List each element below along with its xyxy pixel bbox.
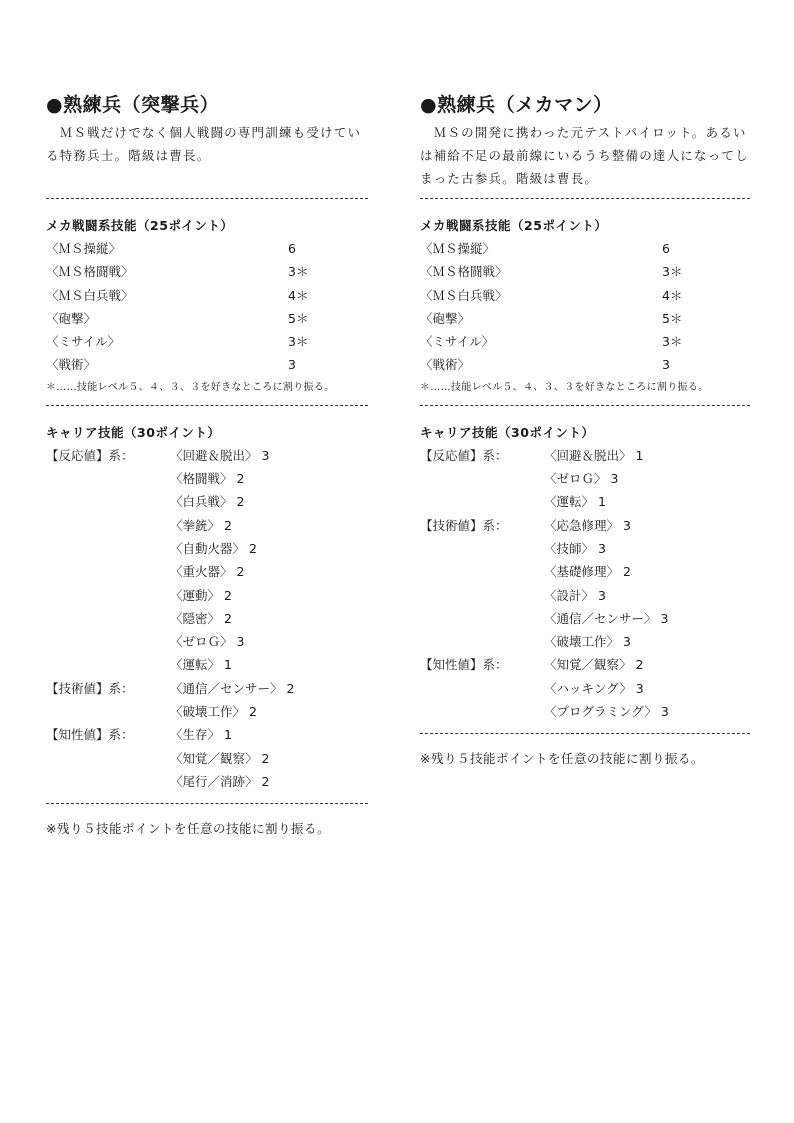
- career-skill-row: [420, 677, 750, 700]
- career-skill: 〈ゼロＧ〉 3: [544, 471, 619, 487]
- career-skill: 〈拳銃〉 2: [170, 517, 232, 533]
- skill-name: 〈砲撃〉: [46, 310, 97, 326]
- skill-name: 〈ミサイル〉: [46, 334, 121, 350]
- skill-level: 3: [662, 357, 670, 373]
- remaining-points-note: ※残り５技能ポイントを任意の技能に割り振る。: [46, 821, 330, 837]
- mecha-skills-list: [46, 237, 368, 377]
- mecha-skill-row: [420, 353, 750, 376]
- career-skill: 〈ゼロＧ〉 3: [170, 634, 245, 650]
- career-skill-row: [420, 560, 750, 583]
- skill-name: 〈砲撃〉: [420, 310, 471, 326]
- mecha-skill-row: [420, 260, 750, 283]
- skill-name: 〈戦術〉: [46, 357, 97, 373]
- career-skill: 〈運動〉 2: [170, 587, 232, 603]
- mecha-skill-row: [46, 307, 368, 330]
- skill-level: 3＊: [288, 334, 309, 350]
- mecha-skill-row: [46, 353, 368, 376]
- career-skill: 〈隠密〉 2: [170, 610, 232, 626]
- column-mechanic-veteran: [420, 91, 750, 770]
- section-title: ●熟練兵（突撃兵）: [46, 94, 220, 116]
- career-skills-list: [420, 444, 750, 724]
- attribute-group-label: 【知性値】系：: [420, 657, 508, 673]
- career-skill: 〈基礎修理〉 2: [544, 564, 631, 580]
- career-skill: 〈プログラミング〉 3: [544, 704, 669, 720]
- career-skill-row: [46, 630, 368, 653]
- career-skill-row: [46, 723, 368, 746]
- skill-name: 〈ミサイル〉: [420, 334, 495, 350]
- skill-level: 5＊: [662, 310, 683, 326]
- skill-level: 3＊: [288, 264, 309, 280]
- mecha-skill-row: [46, 330, 368, 353]
- skill-name: 〈ＭＳ操縦〉: [46, 241, 122, 256]
- career-skills-heading: キャリア技能（30ポイント）: [420, 424, 595, 440]
- career-skill-row: [46, 607, 368, 630]
- career-skill-row: [46, 514, 368, 537]
- skill-name: 〈ＭＳ白兵戦〉: [420, 287, 508, 303]
- career-skill: 〈生存〉 1: [170, 727, 232, 743]
- career-skill: 〈応急修理〉 3: [544, 517, 631, 533]
- section-description: ＭＳ戦だけでなく個人戦闘の専門訓練も受けている特務兵士。階級は曹長。: [46, 125, 362, 163]
- mecha-skill-row: [46, 237, 368, 260]
- dashed-divider: [46, 198, 368, 199]
- mecha-skill-row: [420, 284, 750, 307]
- career-skill: 〈重火器〉 2: [170, 564, 245, 580]
- career-skill: 〈破壊工作〉 3: [544, 634, 631, 650]
- dashed-divider: [46, 405, 368, 406]
- career-skill-row: [46, 444, 368, 467]
- career-skill: 〈設計〉 3: [544, 587, 606, 603]
- dashed-divider: [46, 803, 368, 804]
- career-skill-row: [420, 490, 750, 513]
- column-assault-veteran: [46, 91, 368, 840]
- career-skill-row: [46, 700, 368, 723]
- career-skills-list: [46, 444, 368, 793]
- section-description: ＭＳの開発に携わった元テストパイロット。あるいは補給不足の最前線にいるうち整備の達人になってしまった古参兵。階級は曹長。: [420, 125, 749, 186]
- skill-name: 〈戦術〉: [420, 357, 471, 373]
- career-skill-row: [420, 653, 750, 676]
- skill-level: 3＊: [662, 264, 683, 280]
- career-skill-row: [420, 467, 750, 490]
- career-skill: 〈格闘戦〉 2: [170, 471, 245, 487]
- mecha-skill-row: [46, 284, 368, 307]
- career-skill-row: [420, 514, 750, 537]
- career-skill: 〈技師〉 3: [544, 540, 606, 556]
- attribute-group-label: 【技術値】系：: [420, 517, 508, 533]
- career-skill-row: [420, 607, 750, 630]
- career-skill-row: [420, 537, 750, 560]
- mecha-skills-heading: メカ戦闘系技能（25ポイント）: [46, 218, 234, 233]
- career-skill-row: [46, 747, 368, 770]
- attribute-group-label: 【知性値】系：: [46, 727, 134, 743]
- skill-name: 〈ＭＳ白兵戦〉: [46, 287, 134, 303]
- mecha-skill-row: [46, 260, 368, 283]
- skill-level: 4＊: [288, 287, 309, 303]
- career-skill: 〈自動火器〉 2: [170, 540, 257, 556]
- career-skill-row: [46, 584, 368, 607]
- career-skill: 〈回避＆脱出〉 3: [170, 447, 270, 463]
- skill-level: 6: [662, 241, 670, 256]
- mecha-skills-list: [420, 237, 750, 377]
- dashed-divider: [420, 405, 750, 406]
- dashed-divider: [420, 198, 750, 199]
- mecha-skills-note: ＊……技能レベル５、４、３、３を好きなところに割り振る。: [420, 381, 709, 393]
- career-skill: 〈知覚／観察〉 2: [170, 750, 270, 766]
- skill-level: 4＊: [662, 287, 683, 303]
- skill-level: 6: [288, 241, 296, 256]
- remaining-points-note: ※残り５技能ポイントを任意の技能に割り振る。: [420, 751, 704, 767]
- mecha-skill-row: [420, 237, 750, 260]
- attribute-group-label: 【技術値】系：: [46, 680, 134, 696]
- mecha-skill-row: [420, 307, 750, 330]
- skill-name: 〈ＭＳ格闘戦〉: [420, 264, 508, 280]
- career-skill-row: [46, 653, 368, 676]
- career-skill-row: [420, 630, 750, 653]
- career-skill-row: [420, 444, 750, 467]
- career-skills-heading: キャリア技能（30ポイント）: [46, 424, 221, 440]
- skill-name: 〈ＭＳ操縦〉: [420, 241, 496, 256]
- career-skill-row: [46, 467, 368, 490]
- career-skill: 〈回避＆脱出〉 1: [544, 447, 644, 463]
- career-skill-row: [420, 700, 750, 723]
- career-skill: 〈尾行／消跡〉 2: [170, 773, 270, 789]
- skill-level: 5＊: [288, 310, 309, 326]
- career-skill: 〈ハッキング〉 3: [544, 680, 644, 696]
- attribute-group-label: 【反応値】系：: [420, 447, 508, 463]
- attribute-group-label: 【反応値】系：: [46, 447, 134, 463]
- career-skill-row: [46, 770, 368, 793]
- career-skill: 〈通信／センサー〉 2: [170, 680, 295, 696]
- section-title: ●熟練兵（メカマン）: [420, 94, 613, 116]
- skill-name: 〈ＭＳ格闘戦〉: [46, 264, 134, 280]
- career-skill: 〈運転〉 1: [544, 494, 606, 510]
- career-skill: 〈白兵戦〉 2: [170, 494, 245, 510]
- career-skill-row: [420, 584, 750, 607]
- career-skill-row: [46, 537, 368, 560]
- career-skill: 〈通信／センサー〉 3: [544, 610, 669, 626]
- mecha-skills-heading: メカ戦闘系技能（25ポイント）: [420, 218, 608, 233]
- skill-level: 3: [288, 357, 296, 373]
- career-skill: 〈知覚／観察〉 2: [544, 657, 644, 673]
- mecha-skill-row: [420, 330, 750, 353]
- career-skill-row: [46, 560, 368, 583]
- skill-level: 3＊: [662, 334, 683, 350]
- career-skill-row: [46, 490, 368, 513]
- dashed-divider: [420, 733, 750, 734]
- mecha-skills-note: ＊……技能レベル５、４、３、３を好きなところに割り振る。: [46, 381, 335, 393]
- career-skill-row: [46, 677, 368, 700]
- career-skill: 〈破壊工作〉 2: [170, 704, 257, 720]
- career-skill: 〈運転〉 1: [170, 657, 232, 673]
